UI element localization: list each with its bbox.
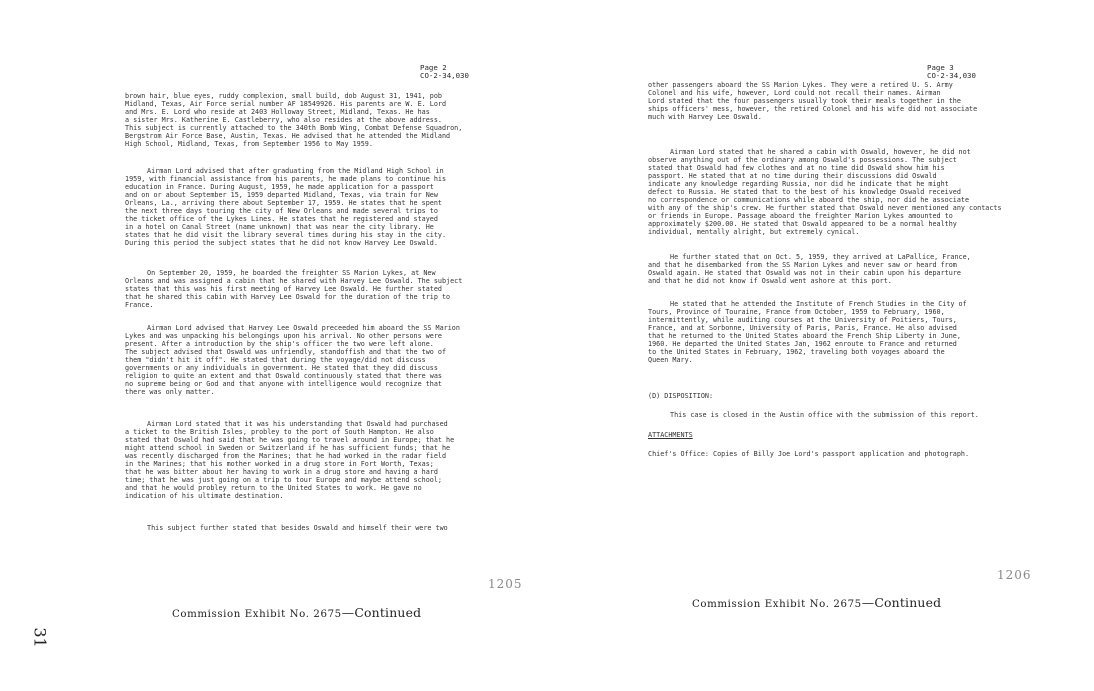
attachments-text: Chief's Office: Copies of Billy Joe Lord's passport application and photograph. (648, 450, 970, 458)
text-line: or friends in Europe. Passage aboard the freighter Marion Lykes amounted to (648, 212, 953, 221)
text-line: states that this was his first meeting of Harvey Lee Oswald. He further stated (125, 285, 442, 294)
text-line: and on or about September 15, 1959 departed Midland, Texas, via train for New (125, 191, 438, 200)
text-line: the ticket office of the Lykes Lines. He states that he registered and stayed (125, 215, 438, 224)
text-line: This subject is currently attached to the 340th Bomb Wing, Combat Defense Squadron, (125, 124, 463, 133)
caption-tail: —Continued (861, 595, 942, 610)
para-studies (648, 300, 1078, 364)
text-line: During this period the subject states that he did not know Harvey Lee Oswald. (125, 239, 438, 248)
text-line: that he shared this cabin with Harvey Lee Oswald for the duration of the trip to (125, 293, 451, 302)
text-line: education in France. During August, 1959, he made application for a passport (125, 183, 434, 192)
text-line: states that he did visit the library several times during his stay in the city. (125, 231, 447, 240)
text-line: Airman Lord advised that Harvey Lee Oswald preceeded him aboard the SS Marion (147, 324, 460, 332)
text-line: no correspondence or communications while aboard the ship, nor did he associate (648, 196, 970, 205)
text-line: and that he did not know if Oswald went ashore at this port. (648, 277, 892, 286)
text-line: High School, Midland, Texas, from September 1956 to May 1959. (125, 140, 373, 149)
text-line: Lord stated that the four passengers usually took their meals together in the (648, 97, 961, 106)
text-line: in the Marines; that his mother worked in a drug store in Fort Worth, Texas; (125, 460, 434, 469)
text-line: Airman Lord stated that it was his understanding that Oswald had purchased (147, 420, 448, 428)
text-line: The subject advised that Oswald was unfriendly, standoffish and that the two of (125, 348, 447, 357)
text-line: France, and at Sorbonne, University of Paris, Paris, France. He also advised (648, 324, 957, 333)
caption-tail: —Continued (341, 605, 422, 620)
text-line: might attend school in Sweden or Switzerland if he has sufficient funds; that he (125, 444, 451, 453)
text-line: individual, mentally alright, but extremely cynical. (648, 228, 860, 237)
text-line: He further stated that on Oct. 5, 1959, they arrived at LaPallice, France, (670, 253, 971, 261)
text-line: to the United States in February, 1962, traveling both voyages aboard the (648, 348, 945, 357)
text-line: passport. He stated that at no time during their discussions did Oswald (648, 172, 937, 181)
text-line: stated that Oswald had said that he was going to travel around in Europe; that he (125, 436, 455, 445)
text-line: other passengers aboard the SS Marion Lykes. They were a retired U. S. Army (648, 81, 953, 89)
caption-lead: Commission Exhibit No. 2675 (692, 599, 862, 610)
text-line: governments or any individuals in government. He stated that they did discuss (125, 364, 438, 373)
text-line: France. (125, 301, 154, 310)
text-line: 1960. He departed the United States Jan, 1962 enroute to France and returned (648, 340, 957, 349)
text-line: ships officers' mess, however, the retired Colonel and his wife did not associate (648, 105, 978, 114)
text-line: On September 20, 1959, he boarded the freighter SS Marion Lykes, at New (147, 269, 436, 277)
text-line: with any of the ship's crew. He further stated that Oswald never mentioned any contacts (648, 204, 1002, 213)
page-header (420, 64, 469, 81)
text-line: Orleans and was assigned a cabin that he shared with Harvey Lee Oswald. The subject (125, 277, 463, 286)
text-line: Orleans, La., arriving there about September 17, 1959. He states that he spent (125, 199, 442, 208)
disposition-heading: (D) DISPOSITION: (648, 392, 714, 400)
text-line: no supreme being or God and that anyone with intelligence would recognize that (125, 380, 442, 389)
caption-lead: Commission Exhibit No. 2675 (172, 609, 342, 620)
text-line: the next three days touring the city of New Orleans and made several trips to (125, 207, 438, 216)
text-line: This subject further stated that besides Oswald and himself their were two (147, 524, 448, 532)
text-line: that he was bitter about her having to work in a drug store and having a hard (125, 468, 438, 477)
text-line: Lykes and was unpacking his belongings upon his arrival. No other persons were (125, 332, 442, 341)
text-line: and that he disembarked from the SS Marion Lykes and never saw or heard from (648, 261, 957, 270)
para-cabin (648, 148, 1078, 237)
text-line: indication of his ultimate destination. (125, 492, 284, 501)
para-travel-plans (125, 167, 525, 247)
para-personal-description (125, 92, 525, 148)
file-number: CO-2-34,030 (420, 71, 469, 81)
text-line: observe anything out of the ordinary among Oswald's possessions. The subject (648, 156, 957, 165)
text-line: Airman Lord stated that he shared a cabin with Oswald, however, he did not (670, 148, 971, 156)
page-number: 1205 (488, 577, 523, 591)
text-line: stated that Oswald had few clothes and at no time did Oswald show him his (648, 164, 945, 173)
text-line: intermittently, while auditing courses at the University of Poitiers, Tours, (648, 316, 957, 325)
para-further (125, 524, 525, 532)
para-other-passengers (648, 81, 1078, 121)
text-line: and that he would probley return to the United States to work. He gave no (125, 484, 422, 493)
text-line: there was only matter. (125, 388, 215, 397)
text-line: a ticket to the British Isles, probley to the port of South Hampton. He also (125, 428, 434, 437)
para-arrival (648, 253, 1078, 285)
page-label: Page 2 (420, 63, 447, 72)
exhibit-caption (172, 605, 421, 620)
text-line: was recently discharged from the Marines; that he had worked in the radar field (125, 452, 447, 461)
text-line: He stated that he attended the Institute of French Studies in the City of (670, 300, 967, 308)
right-page (547, 0, 1094, 691)
text-line: Bergstrom Air Force Base, Austin, Texas. He advised that he attended the Midland (125, 132, 451, 141)
page-header (927, 64, 976, 81)
disposition-text: This case is closed in the Austin office with the submission of this report. (670, 411, 979, 419)
page-label: Page 3 (927, 63, 954, 72)
text-line: Oswald again. He stated that Oswald was not in their cabin upon his departure (648, 269, 961, 278)
para-ticket (125, 420, 525, 500)
text-line: Colonel and his wife, however, Lord could not recall their names. Airman (648, 89, 941, 98)
text-line: Midland, Texas, Air Force serial number AF 18549926. His parents are W. E. Lord (125, 100, 447, 109)
page-number: 1206 (997, 568, 1032, 582)
text-line: religion to quite an extent and that Oswald continuously stated that there was (125, 372, 442, 381)
text-line: defect to Russia. He stated that to the best of his knowledge Oswald received (648, 188, 961, 197)
text-line: Tours, Province of Touraine, France from October, 1959 to February, 1960, (648, 308, 945, 317)
text-line: much with Harvey Lee Oswald. (648, 113, 762, 122)
text-line: and Mrs. E. Lord who reside at 2403 Holloway Street, Midland, Texas. He has (125, 108, 430, 117)
para-boarding (125, 269, 525, 309)
text-line: approximately $200.00. He stated that Oswald appeared to be a normal healthy (648, 220, 957, 229)
text-line: 1959, with financial assistance from his parents, he made plans to continue his (125, 175, 447, 184)
file-number: CO-2-34,030 (927, 71, 976, 81)
text-line: brown hair, blue eyes, ruddy complexion, small build, dob August 31, 1941, pob (125, 92, 442, 100)
attachments-heading: ATTACHMENTS (648, 431, 693, 439)
text-line: them "didn't hit it off". He stated that during the voyage/did not discuss (125, 356, 426, 365)
text-line: a sister Mrs. Katherine E. Castleberry, who also resides at the above address. (125, 116, 442, 125)
text-line: time; that he was just going on a trip to tour Europe and maybe attend school; (125, 476, 442, 485)
text-line: present. After a introduction by the ship's officer the two were left alone. (125, 340, 434, 349)
text-line: Queen Mary. (648, 356, 693, 365)
para-unpacking (125, 324, 525, 396)
text-line: indicate any knowledge regarding Russia, nor did he indicate that he might (648, 180, 949, 189)
text-line: Airman Lord advised that after graduating from the Midland High School in (147, 167, 444, 175)
exhibit-caption (692, 595, 941, 610)
text-line: in a hotel on Canal Street (name unknown) that was near the city library. He (125, 223, 434, 232)
text-line: that he returned to the United States aboard the French Ship Liberty in June, (648, 332, 961, 341)
side-page-number: 31 (30, 627, 50, 648)
